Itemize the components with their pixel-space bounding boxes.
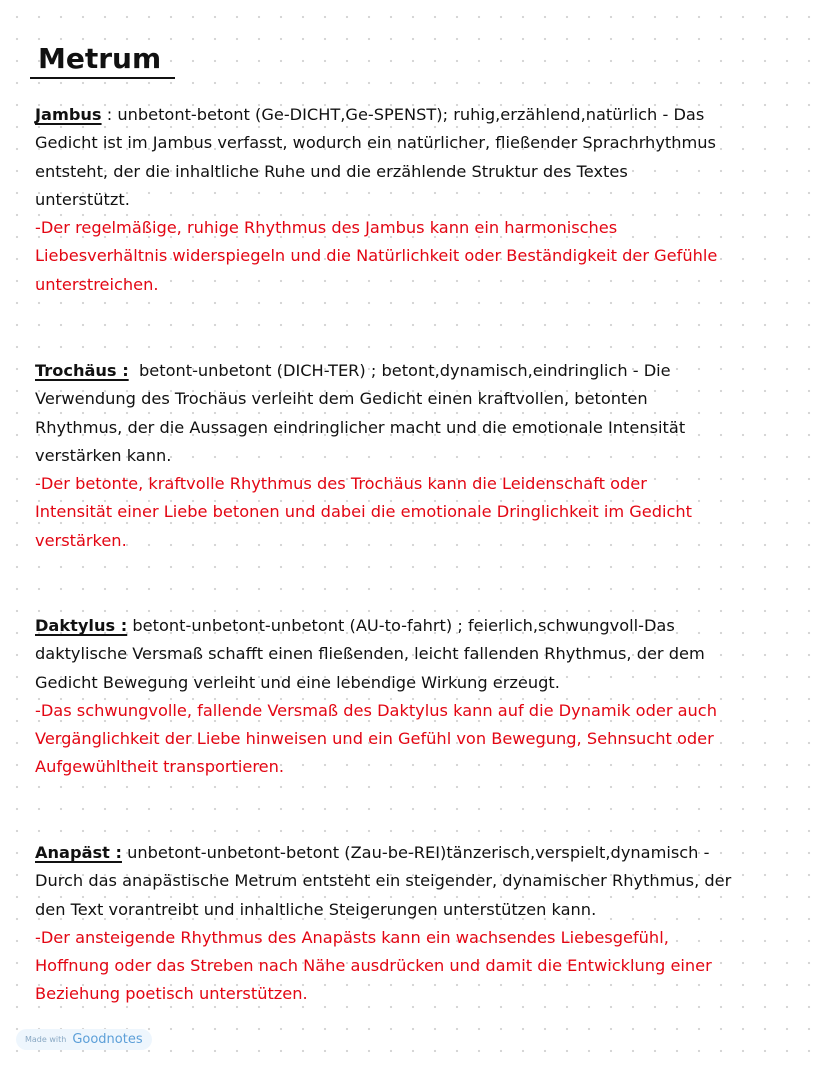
interpretation-line: Vergänglichkeit der Liebe hinweisen und ein Gefühl von Bewegung, Sehnsucht oder [35,729,714,749]
term-separator: : [101,105,118,124]
section-trochaeus [35,357,805,555]
definition-line: daktylische Versmaß schafft einen fließenden, leicht fallenden Rhythmus, der dem [35,644,705,664]
definition-line [35,357,805,385]
definition-line: Gedicht Bewegung verleiht und eine lebendige Wirkung erzeugt. [35,672,560,692]
metre-term: Daktylus : [35,616,128,635]
interpretation-line: -Der regelmäßige, ruhige Rhythmus des Jambus kann ein harmonisches [35,218,618,238]
definition-line: Gedicht ist im Jambus verfasst, wodurch ein natürlicher, fließender Sprachrhythmus [35,133,716,153]
definition-text: betont-unbetont-unbetont (AU-to-fahrt) ; feierlich,schwungvoll-Das [132,616,675,635]
definition-line [35,612,805,640]
page-title: Metrum [30,42,175,79]
metre-term: Jambus [35,105,102,124]
interpretation-line: Intensität einer Liebe betonen und dabei die emotionale Dringlichkeit im Gedicht [35,502,693,522]
definition-text: unbetont-betont (Ge-DICHT,Ge-SPENST); ruhig,erzählend,natürlich - Das [117,105,705,124]
interpretation-line: Liebesverhältnis widerspiegeln und die Natürlichkeit oder Beständigkeit der Gefühle [35,246,718,266]
section-jambus [35,101,805,299]
definition-line: verstärken kann. [35,445,172,465]
interpretation-line: verstärken. [35,530,127,550]
interpretation-line: Beziehung poetisch unterstützen. [35,984,308,1004]
definition-line: Rhythmus, der die Aussagen eindringlicher macht und die emotionale Intensität [35,417,686,437]
goodnotes-badge [16,1029,152,1050]
interpretation-line: -Der ansteigende Rhythmus des Anapästs kann ein wachsendes Liebesgefühl, [35,927,669,947]
definition-line [35,101,805,129]
interpretation-line: -Der betonte, kraftvolle Rhythmus des Trochäus kann die Leidenschaft oder [35,474,647,494]
definition-text: unbetont-unbetont-betont (Zau-be-REI)tänzerisch,verspielt,dynamisch - [127,843,710,862]
definition-line: entsteht, der die inhaltliche Ruhe und die erzählende Struktur des Textes [35,161,628,181]
goodnotes-logo: Goodnotes [72,1032,143,1047]
definition-line: den Text vorantreibt und inhaltliche Steigerungen unterstützen kann. [35,899,597,919]
metre-term: Anapäst : [35,843,122,862]
definition-text: betont-unbetont (DICH-TER) ; betont,dynamisch,eindringlich - Die [138,361,671,380]
interpretation-line: Aufgewühltheit transportieren. [35,757,284,777]
term-separator [129,361,139,380]
interpretation-line: -Das schwungvolle, fallende Versmaß des Daktylus kann auf die Dynamik oder auch [35,700,717,720]
interpretation-line: unterstreichen. [35,274,159,294]
definition-line: unterstützt. [35,189,130,209]
section-anapaest [35,839,805,1009]
made-with-label: Made with [25,1035,67,1044]
definition-line [35,839,805,867]
section-daktylus [35,612,805,782]
metre-term: Trochäus : [35,361,129,380]
interpretation-line: Hoffnung oder das Streben nach Nähe ausdrücken und damit die Entwicklung einer [35,956,712,976]
definition-line: Verwendung des Trochäus verleiht dem Gedicht einen kraftvollen, betonten [35,389,648,409]
definition-line: Durch das anapästische Metrum entsteht ein steigender, dynamischer Rhythmus, der [35,871,732,891]
